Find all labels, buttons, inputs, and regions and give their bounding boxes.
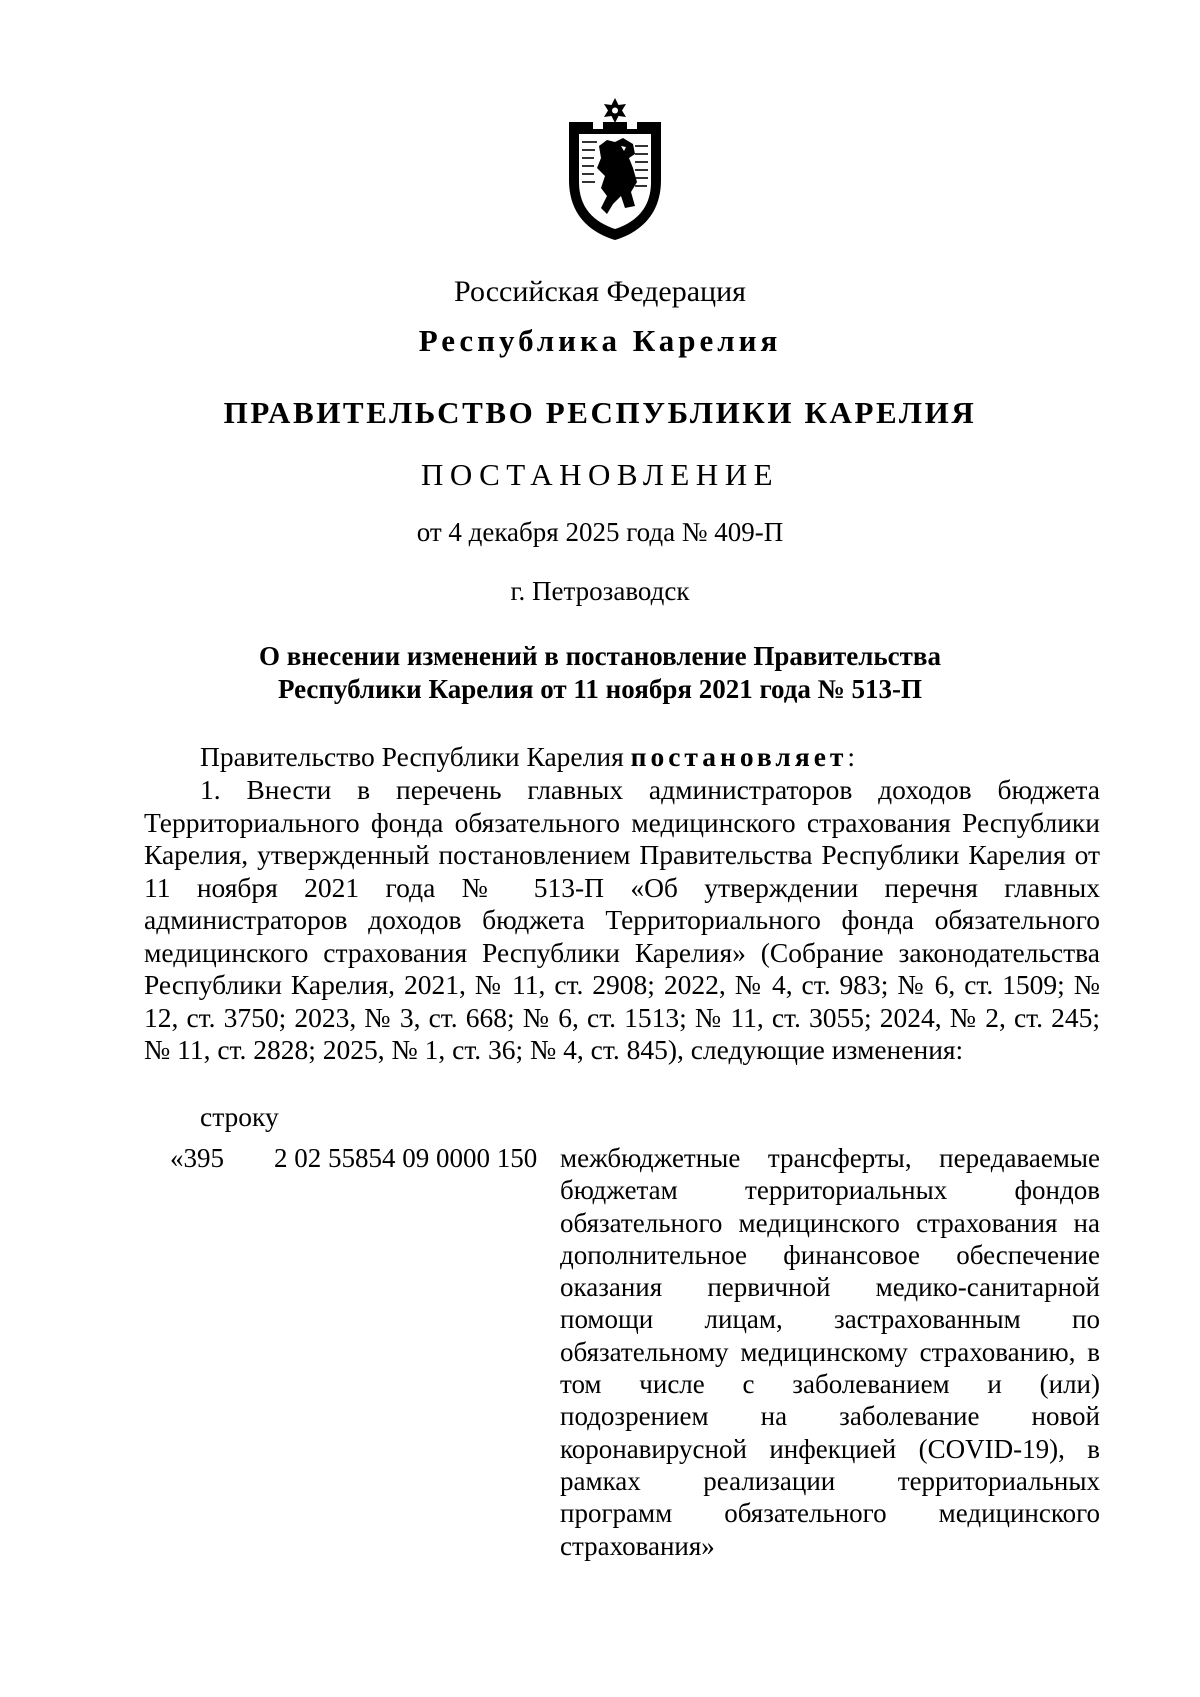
income-description: межбюджетные трансферты, передаваемые бюджетам территориальных фондов обязательного медицинского страхования на дополнительное финансовое обеспечение оказания первичной медико-санитарной помощи лицам, застрахованным по обязательному медицинскому страхованию, в том числе с заболеванием и (или) подозрением на заболевание новой коронавирусной инфекцией (COVID-19), в рамках реализации территориальных программ обязательного медицинского страхования» <box>560 1143 1100 1561</box>
decree-suffix: : <box>847 741 856 772</box>
paragraph-1: 1. Внести в перечень главных администраторов доходов бюджета Территориального фонда обязательного медицинского страхования Республики Карелия, утвержденный постановлением Правительства Республики Карелия от 11 ноября 2021 года № 513-П «Об утверждении перечня главных администраторов доходов бюджета Территориального фонда обязательного медицинского страхования Республики Карелия» (Собрание законодательства Республики Карелия, 2021, № 11, ст. 2908; 2022, № 4, ст. 983; № 6, ст. 1509; № 12, ст. 3750; 2023, № 3, ст. 668; № 6, ст. 1513; № 11, ст. 3055; 2024, № 2, ст. 245; № 11, ст. 2828; 2025, № 1, ст. 36; № 4, ст. 845), следующие изменения: <box>144 774 1100 1065</box>
document-subject <box>0 640 1200 706</box>
karelia-coat-of-arms-icon <box>563 96 667 242</box>
document-type: ПОСТАНОВЛЕНИЕ <box>420 457 780 492</box>
document-city: г. Петрозаводск <box>510 576 690 606</box>
decree-prefix: Правительство Республики Карелия <box>200 741 631 772</box>
paragraph-2: строку <box>200 1101 279 1132</box>
subject-line-2: Республики Карелия от 11 ноября 2021 года № 513-П <box>277 674 923 704</box>
country-name: Российская Федерация <box>454 275 746 308</box>
decree-statement <box>144 741 1100 774</box>
subject-line-1: О внесении изменений в постановление Правительства <box>259 641 941 671</box>
budget-classification-code: 2 02 55854 09 0000 150 <box>274 1143 538 1173</box>
republic-name: Республика Карелия <box>418 323 782 358</box>
government-name: ПРАВИТЕЛЬСТВО РЕСПУБЛИКИ КАРЕЛИЯ <box>223 395 977 430</box>
decree-word: постановляет <box>630 741 848 772</box>
document-date-number: от 4 декабря 2025 года № 409-П <box>416 517 784 547</box>
admin-code: «395 <box>170 1143 224 1173</box>
